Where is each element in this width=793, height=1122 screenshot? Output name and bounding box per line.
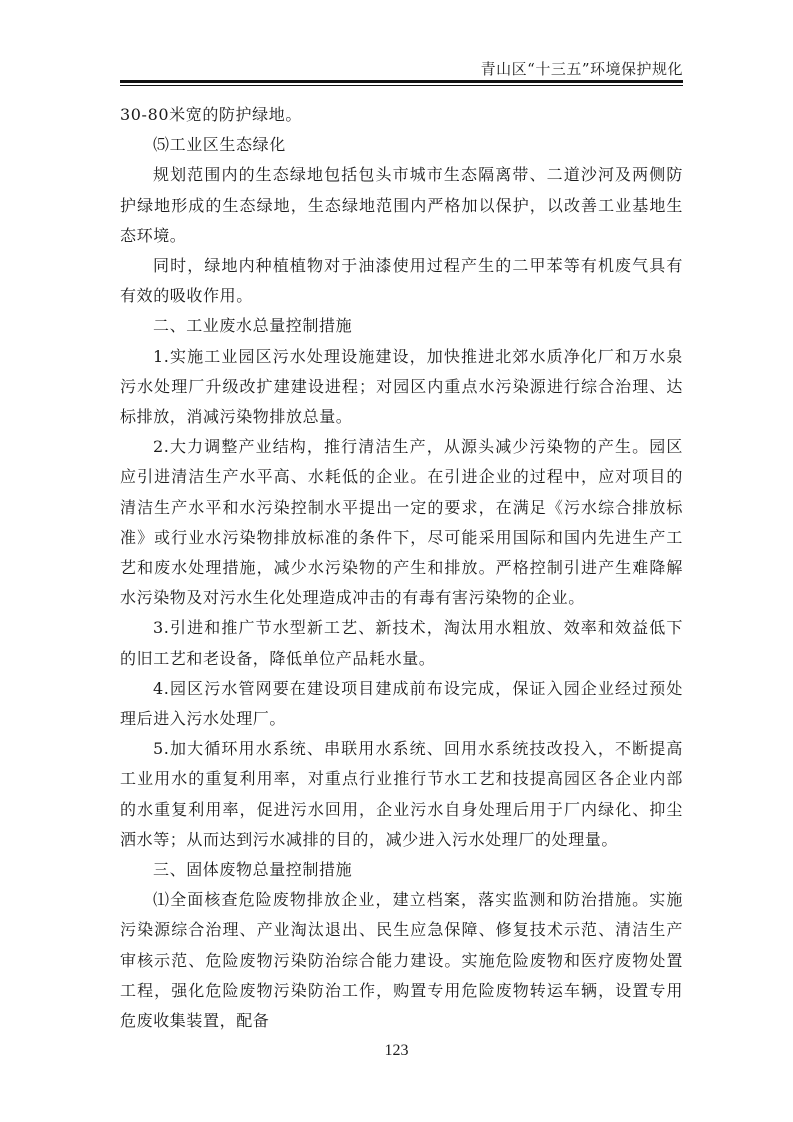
running-header: 青山区“十三五”环境保护规化: [480, 60, 683, 78]
paragraph: 2.大力调整产业结构，推行清洁生产，从源头减少污染物的产生。园区应引进清洁生产水平高、水耗低的企业。在引进企业的过程中，应对项目的清洁生产水平和水污染控制水平提出一定的要求，在满足《污水综合排放标准》或行业水污染物排放标准的条件下，尽可能采用国际和国内先进生产工艺和废水处理措施，减少水污染物的产生和排放。严格控制引进产生难降解水污染物及对污水生化处理造成冲击的有毒有害污染物的企业。: [120, 437, 683, 608]
page-number: 123: [384, 1042, 409, 1059]
paragraph: 4.园区污水管网要在建设项目建成前布设完成，保证入园企业经过预处理后进入污水处理厂。: [120, 678, 683, 729]
paragraph: ⑴全面核查危险废物排放企业，建立档案，落实监测和防治措施。实施污染源综合治理、产业淘汰退出、民生应急保障、修复技术示范、清洁生产审核示范、危险废物污染防治综合能力建设。实施危险废物和医疗废物处置工程，强化危险废物污染防治工作，购置专用危险废物转运车辆，设置专用危废收集装置，配备: [120, 890, 683, 1031]
paragraph: 规划范围内的生态绿地包括包头市城市生态隔离带、二道沙河及两侧防护绿地形成的生态绿地，生态绿地范围内严格加以保护，以改善工业基地生态环境。: [120, 165, 683, 245]
header-rule-thick: [120, 80, 683, 83]
paragraph: 5.加大循环用水系统、串联用水系统、回用水系统技改投入，不断提高工业用水的重复利用率，对重点行业推行节水工艺和技提高园区各企业内部的水重复利用率，促进污水回用，企业污水自身处理后用于厂内绿化、抑尘洒水等；从而达到污水减排的目的，减少进入污水处理厂的处理量。: [120, 739, 683, 849]
paragraph: 3.引进和推广节水型新工艺、新技术，淘汰用水粗放、效率和效益低下的旧工艺和老设备，降低单位产品耗水量。: [120, 618, 683, 668]
body-text: [120, 100, 683, 1036]
paragraph: 同时，绿地内种植植物对于油漆使用过程产生的二甲苯等有机废气具有有效的吸收作用。: [120, 256, 683, 306]
paragraph: 30-80米宽的防护绿地。: [120, 105, 302, 124]
section-heading-wastewater: 二、工业废水总量控制措施: [153, 316, 353, 336]
header-rule-thin: [120, 85, 683, 86]
paragraph: 1.实施工业园区污水处理设施建设，加快推进北郊水质净化厂和万水泉污水处理厂升级改扩建建设进程；对园区内重点水污染源进行综合治理、达标排放，消减污染物排放总量。: [120, 346, 683, 427]
section-heading-solid-waste: 三、固体废物总量控制措施: [153, 860, 353, 880]
subheading-industrial-greening: ⑸工业区生态绿化: [153, 135, 286, 155]
